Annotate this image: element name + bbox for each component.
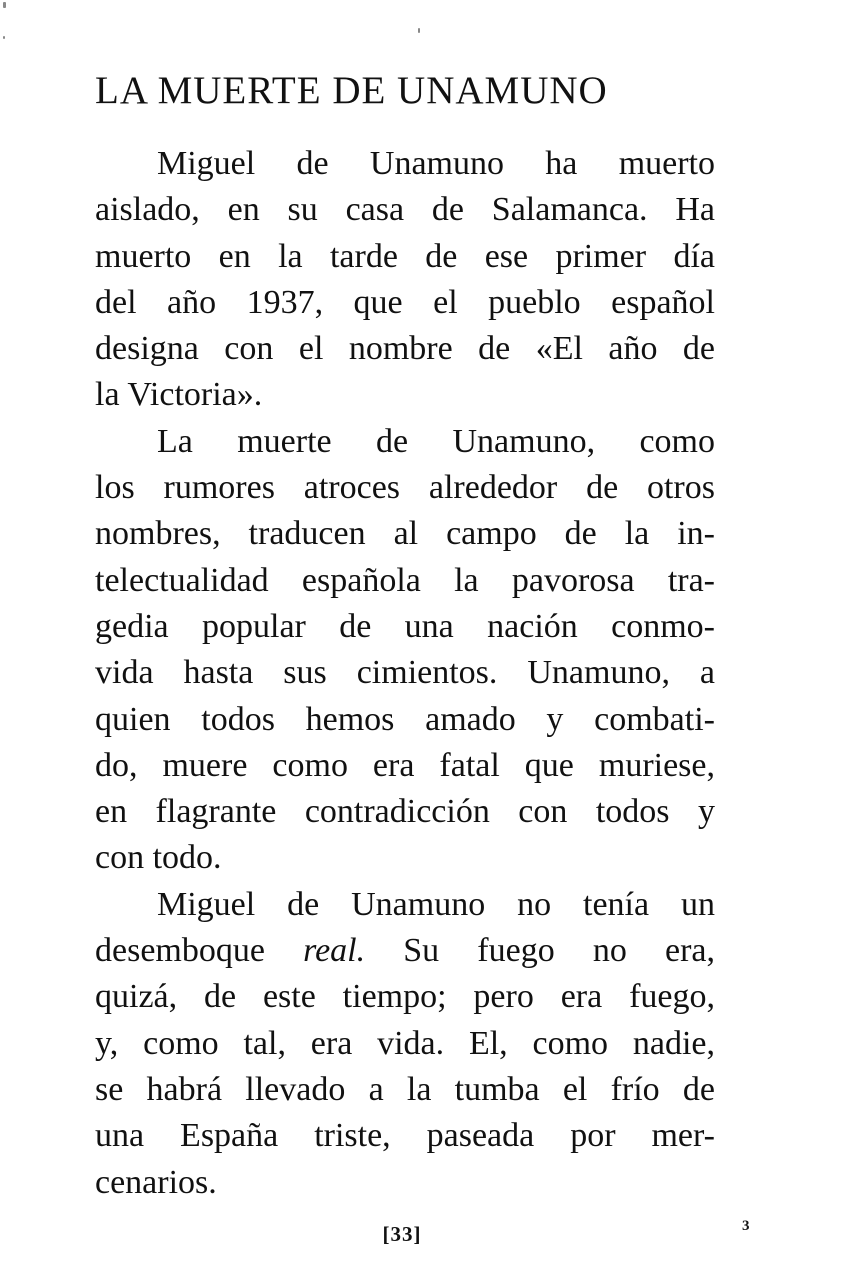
text-line: quizá, de este tiempo; pero era fuego, xyxy=(95,978,715,1016)
page-number: [33] xyxy=(382,1222,422,1246)
italic-word: real. xyxy=(303,932,366,970)
text-segment: Su fuego no era, xyxy=(365,932,715,970)
print-speck xyxy=(3,36,5,39)
text-line: vida hasta sus cimientos. Unamuno, a xyxy=(95,654,715,692)
print-speck xyxy=(3,2,6,8)
text-line: La muerte de Unamuno, como xyxy=(157,422,715,460)
text-line xyxy=(95,928,715,974)
text-line: muerto en la tarde de ese primer día xyxy=(95,237,715,275)
paragraph-2 xyxy=(95,419,715,882)
text-line: en flagrante contradicción con todos y xyxy=(95,793,715,831)
text-line: con todo. xyxy=(95,839,222,877)
text-line: do, muere como era fatal que muriese, xyxy=(95,746,715,784)
text-line: telectualidad española la pavorosa tra- xyxy=(95,561,715,599)
signature-mark: 3 xyxy=(742,1218,750,1234)
text-line: y, como tal, era vida. El, como nadie, xyxy=(95,1024,715,1062)
text-line: quien todos hemos amado y combati- xyxy=(95,700,715,738)
text-line: Miguel de Unamuno ha muerto xyxy=(157,145,715,182)
text-line: los rumores atroces alrededor de otros xyxy=(95,469,715,507)
paragraph-3 xyxy=(95,882,715,1206)
text-line: se habrá llevado a la tumba el frío de xyxy=(95,1070,715,1108)
text-line: cenarios. xyxy=(95,1163,217,1201)
text-line: una España triste, paseada por mer- xyxy=(95,1117,715,1155)
paragraph-1 xyxy=(95,141,715,419)
text-line: Miguel de Unamuno no tenía un xyxy=(157,885,715,923)
text-line: nombres, traducen al campo de la in- xyxy=(95,515,715,553)
text-line: la Victoria». xyxy=(95,376,263,414)
text-segment: desemboque xyxy=(95,932,304,970)
page-title: LA MUERTE DE UNAMUNO xyxy=(95,69,608,112)
text-line: aislado, en su casa de Salamanca. Ha xyxy=(95,191,715,229)
text-line: gedia popular de una nación conmo- xyxy=(95,607,715,645)
print-speck xyxy=(418,28,420,33)
body-text xyxy=(95,141,715,1206)
text-line: del año 1937, que el pueblo español xyxy=(95,283,715,321)
text-line: designa con el nombre de «El año de xyxy=(95,330,715,368)
